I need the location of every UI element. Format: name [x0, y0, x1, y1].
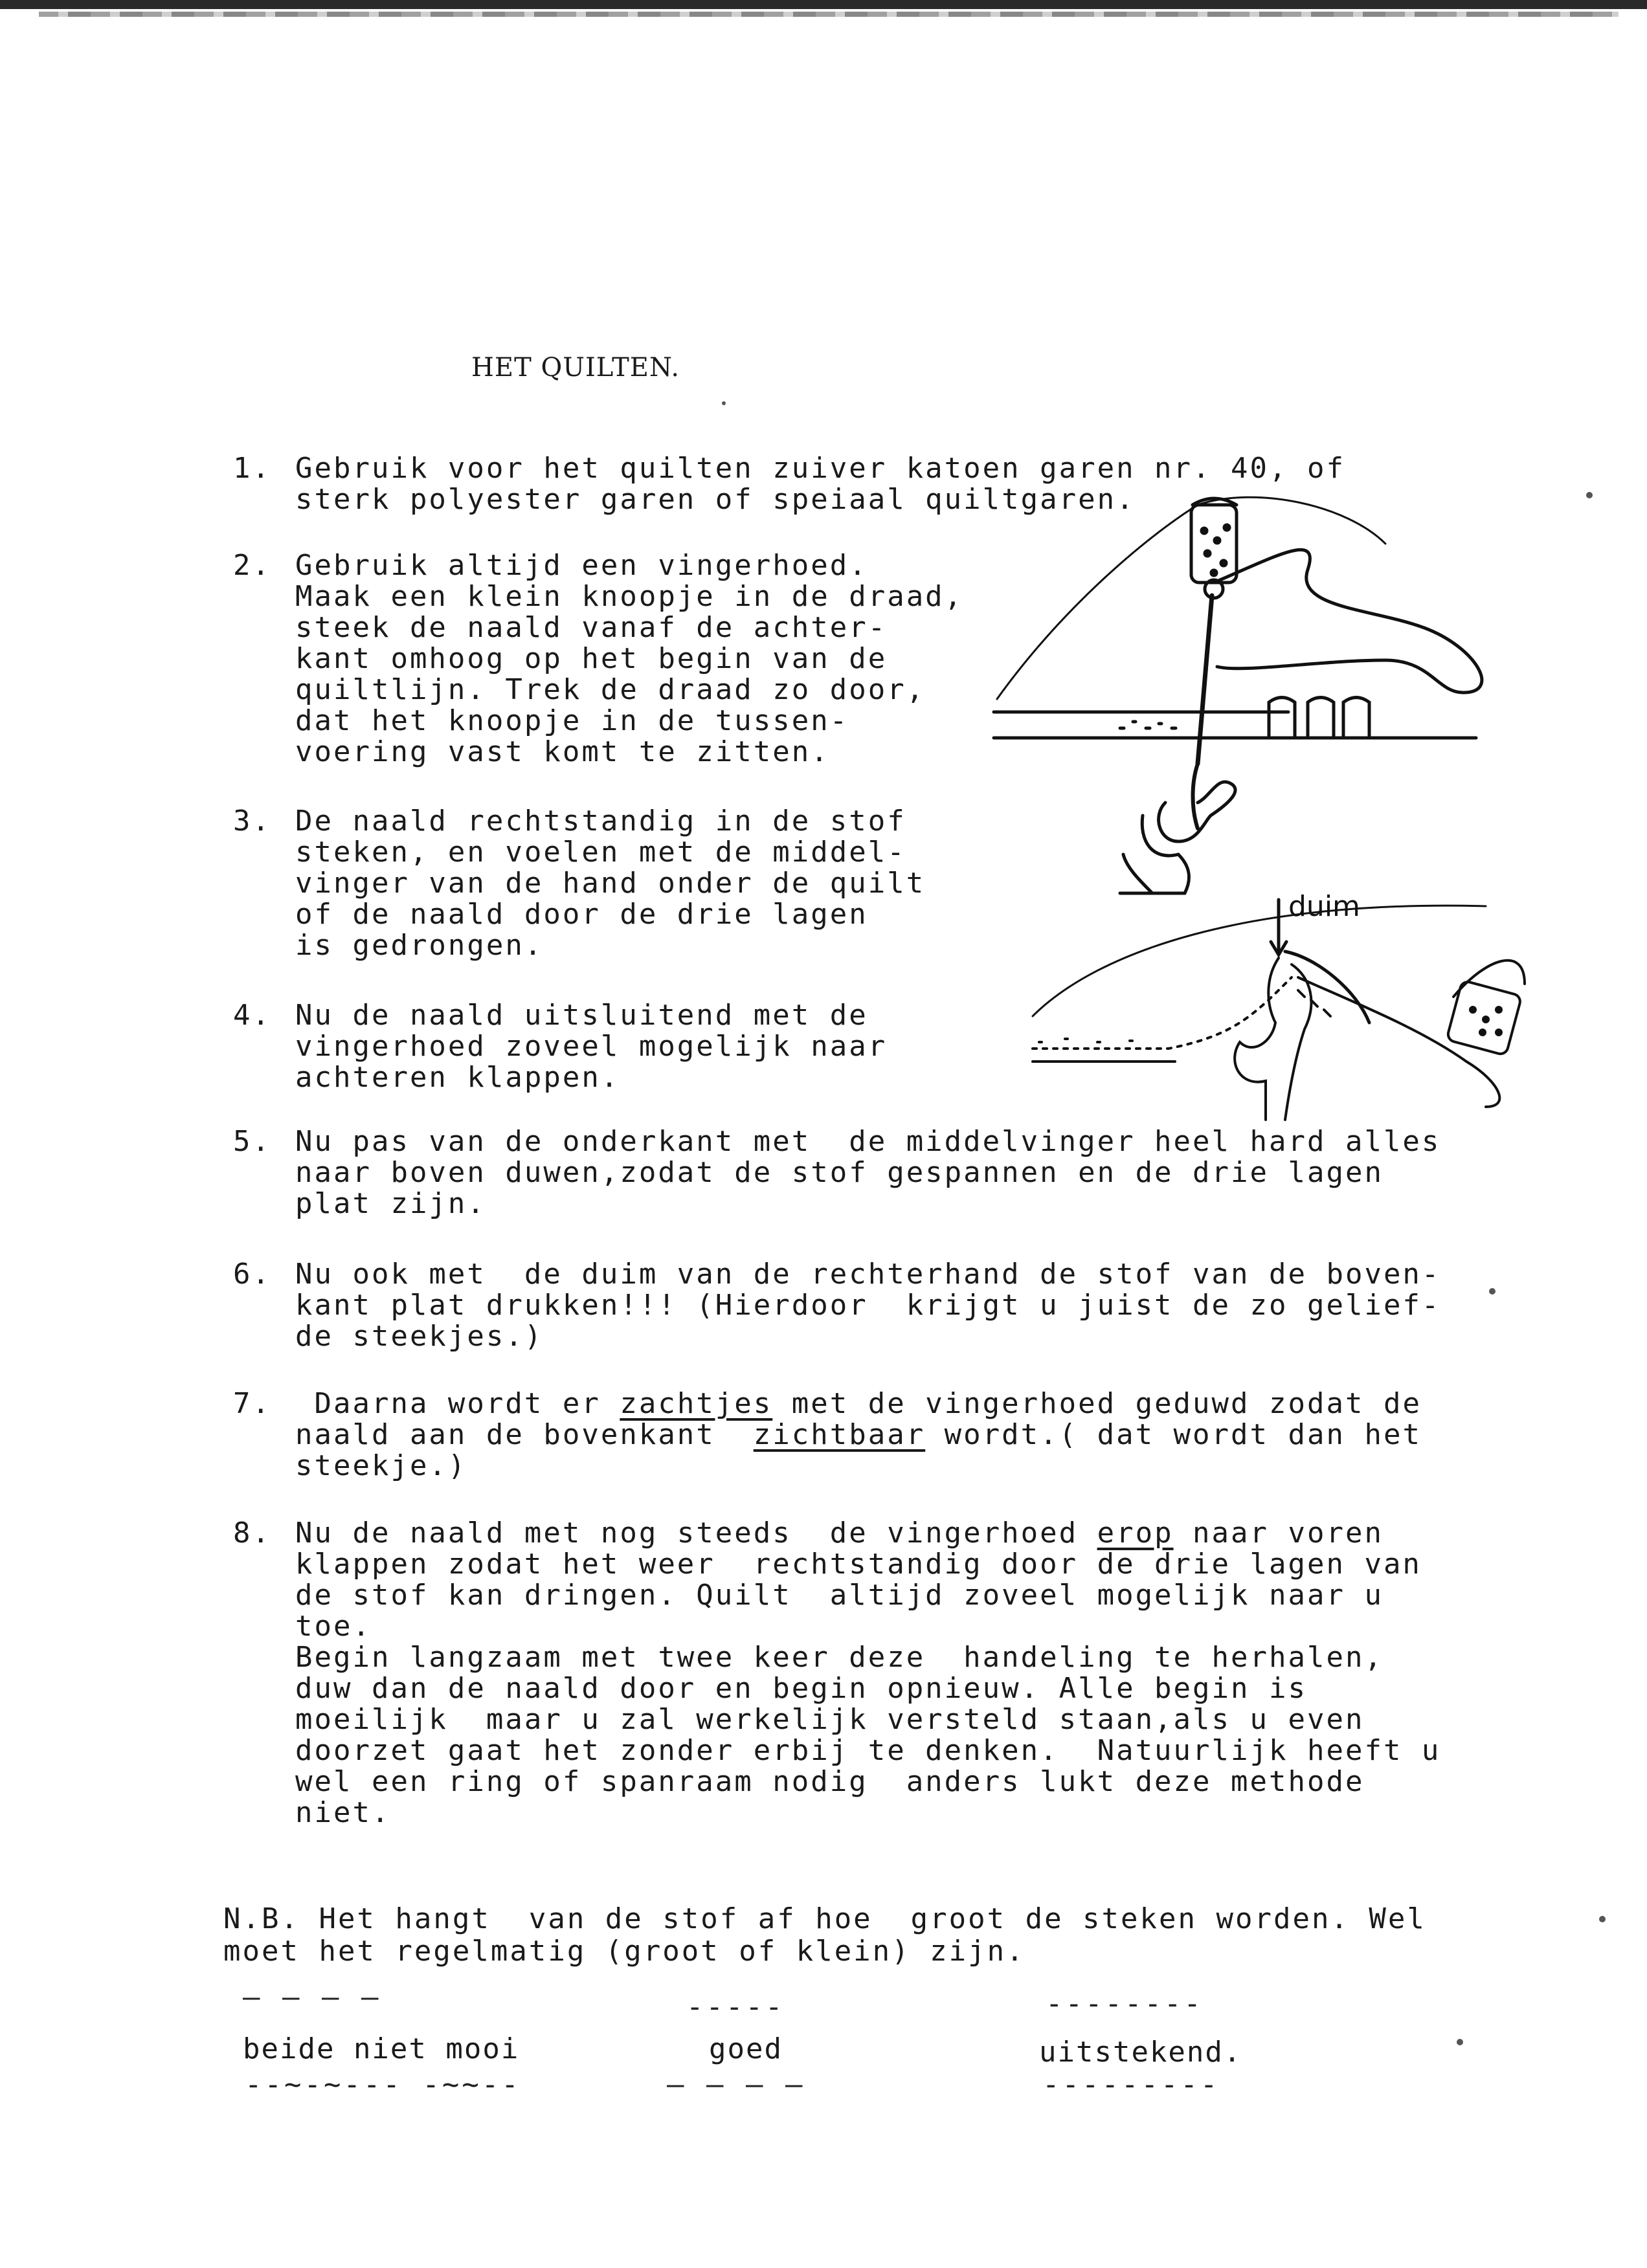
- step-line: [295, 1188, 1440, 1219]
- text-segment: voering vast komt te zitten.: [295, 735, 830, 768]
- scan-speck: [1457, 2039, 1463, 2045]
- step-number: 5.: [233, 1125, 271, 1158]
- text-segment: Daarna wordt er: [295, 1387, 620, 1420]
- text-segment: naar voren: [1173, 1517, 1384, 1550]
- illustration-needle-up: [984, 479, 1515, 906]
- step-line: [295, 1031, 887, 1062]
- step-line: [295, 706, 963, 737]
- step-line: [295, 1290, 1440, 1321]
- step-line: [295, 643, 963, 674]
- illustration-thumb-press: [1020, 887, 1538, 1133]
- stitch-sample-bottom-1: --~-~--- -~~--: [245, 2068, 521, 2101]
- scan-speck: [722, 401, 726, 405]
- text-segment: quiltlijn. Trek de draad zo door,: [295, 673, 926, 706]
- text-segment: doorzet gaat het zonder erbij te denken. Natuurlijk heeft u: [295, 1734, 1441, 1767]
- text-segment: Gebruik voor het quilten zuiver katoen garen nr. 40, of: [295, 452, 1345, 485]
- text-segment: wel een ring of spanraam nodig anders lukt deze methode: [295, 1765, 1365, 1798]
- underlined-word: erop: [1097, 1517, 1174, 1550]
- stitch-sample-bottom-3: ---------: [1042, 2068, 1220, 2101]
- text-segment: vinger van de hand onder de quilt: [295, 867, 926, 900]
- step-line: [295, 1259, 1440, 1290]
- step-number: 4.: [233, 999, 271, 1032]
- text-segment: wordt.( dat wordt dan het: [925, 1418, 1422, 1451]
- step-line: [295, 1580, 1440, 1611]
- stitch-sample-top-1: — — — —: [243, 1981, 381, 2014]
- step-line: [295, 1735, 1440, 1766]
- step-line: [295, 1518, 1440, 1549]
- step-line: [295, 837, 925, 868]
- step-line: [295, 1157, 1440, 1188]
- text-segment: sterk polyester garen of speiaal quiltgaren.: [295, 483, 1136, 516]
- step-number: 2.: [233, 549, 271, 582]
- step-line: [295, 674, 963, 706]
- step-text: [295, 550, 963, 768]
- step-text: [295, 1388, 1422, 1482]
- stitch-sample-bottom-2: — — — —: [667, 2068, 805, 2101]
- text-segment: Gebruik altijd een vingerhoed.: [295, 549, 868, 582]
- step-text: [295, 1259, 1440, 1352]
- step-line: [295, 581, 963, 612]
- example-label-1: beide niet mooi: [243, 2032, 520, 2065]
- step-line: [295, 1451, 1422, 1482]
- step-line: [295, 1611, 1440, 1642]
- step-number: 1.: [233, 452, 271, 485]
- text-segment: Maak een klein knoopje in de draad,: [295, 580, 964, 613]
- text-segment: is gedrongen.: [295, 929, 544, 962]
- step-text: [295, 1126, 1440, 1219]
- text-segment: klappen zodat het weer rechtstandig door de drie lagen van: [295, 1548, 1422, 1581]
- example-label-2: goed: [709, 2032, 783, 2065]
- nb-line-2: moet het regelmatig (groot of klein) zijn.: [223, 1935, 1025, 1968]
- step-line: [295, 1062, 887, 1093]
- step-line: [295, 1704, 1440, 1735]
- text-segment: vingerhoed zoveel mogelijk naar: [295, 1030, 888, 1063]
- step-line: [295, 1321, 1440, 1352]
- step-line: [295, 930, 925, 961]
- scan-edge-noise: [39, 12, 1619, 17]
- step-text: [295, 1518, 1440, 1829]
- step-line: [295, 899, 925, 930]
- text-segment: kant plat drukken!!! (Hierdoor krijgt u juist de zo gelief-: [295, 1289, 1441, 1322]
- scan-edge: [0, 0, 1647, 9]
- step-line: [295, 1549, 1440, 1580]
- text-segment: kant omhoog op het begin van de: [295, 642, 888, 675]
- figure-label-duim: duim: [1288, 890, 1360, 923]
- text-segment: of de naald door de drie lagen: [295, 898, 868, 931]
- step-line: [295, 1642, 1440, 1673]
- step-line: [295, 612, 963, 643]
- step-line: [295, 1419, 1422, 1451]
- stitch-sample-top-3: --------: [1046, 1987, 1204, 2020]
- text-segment: steekje.): [295, 1449, 467, 1482]
- text-segment: Nu ook met de duim van de rechterhand de stof van de boven-: [295, 1258, 1441, 1291]
- scan-speck: [1489, 1288, 1496, 1295]
- text-segment: de steekjes.): [295, 1320, 544, 1353]
- step-number: 3.: [233, 805, 271, 838]
- stitch-sample-top-2: -----: [686, 1990, 785, 2023]
- page-title: HET QUILTEN.: [471, 353, 680, 383]
- text-segment: met de vingerhoed geduwd zodat de: [772, 1387, 1422, 1420]
- step-text: [295, 806, 925, 961]
- step-number: 6.: [233, 1258, 271, 1291]
- text-segment: dat het knoopje in de tussen-: [295, 704, 849, 737]
- step-line: [295, 550, 963, 581]
- text-segment: naar boven duwen,zodat de stof gespannen en de drie lagen: [295, 1156, 1384, 1189]
- example-label-3: uitstekend.: [1039, 2036, 1242, 2069]
- step-number: 7.: [233, 1387, 271, 1420]
- text-segment: plat zijn.: [295, 1187, 486, 1220]
- step-line: [295, 1797, 1440, 1829]
- text-segment: Nu pas van de onderkant met de middelvinger heel hard alles: [295, 1125, 1441, 1158]
- text-segment: steek de naald vanaf de achter-: [295, 611, 888, 644]
- text-segment: duw dan de naald door en begin opnieuw. Alle begin is: [295, 1672, 1307, 1705]
- text-segment: Nu de naald met nog steeds de vingerhoed: [295, 1517, 1097, 1550]
- step-line: [295, 806, 925, 837]
- underlined-word: zachtjes: [620, 1387, 773, 1420]
- nb-note: [223, 1903, 1426, 1968]
- text-segment: niet.: [295, 1796, 391, 1829]
- underlined-word: zichtbaar: [753, 1418, 926, 1451]
- step-line: [295, 868, 925, 899]
- step-text: [295, 1000, 887, 1093]
- text-segment: steken, en voelen met de middel-: [295, 836, 906, 869]
- step-line: [295, 737, 963, 768]
- nb-line-1: N.B. Het hangt van de stof af hoe groot de steken worden. Wel: [223, 1902, 1426, 1935]
- step-line: [295, 1000, 887, 1031]
- step-line: [295, 1388, 1422, 1419]
- text-segment: Begin langzaam met twee keer deze handeling te herhalen,: [295, 1641, 1384, 1674]
- text-segment: achteren klappen.: [295, 1061, 620, 1094]
- step-line: [295, 1766, 1440, 1797]
- text-segment: Nu de naald uitsluitend met de: [295, 999, 868, 1032]
- step-line: [295, 1673, 1440, 1704]
- text-segment: De naald rechtstandig in de stof: [295, 805, 906, 838]
- text-segment: de stof kan dringen. Quilt altijd zoveel mogelijk naar u: [295, 1579, 1384, 1612]
- text-segment: toe.: [295, 1610, 372, 1643]
- step-number: 8.: [233, 1517, 271, 1550]
- text-segment: naald aan de bovenkant: [295, 1418, 754, 1451]
- scan-speck: [1586, 492, 1593, 498]
- text-segment: moeilijk maar u zal werkelijk versteld staan,als u even: [295, 1703, 1365, 1736]
- scan-speck: [1599, 1916, 1606, 1922]
